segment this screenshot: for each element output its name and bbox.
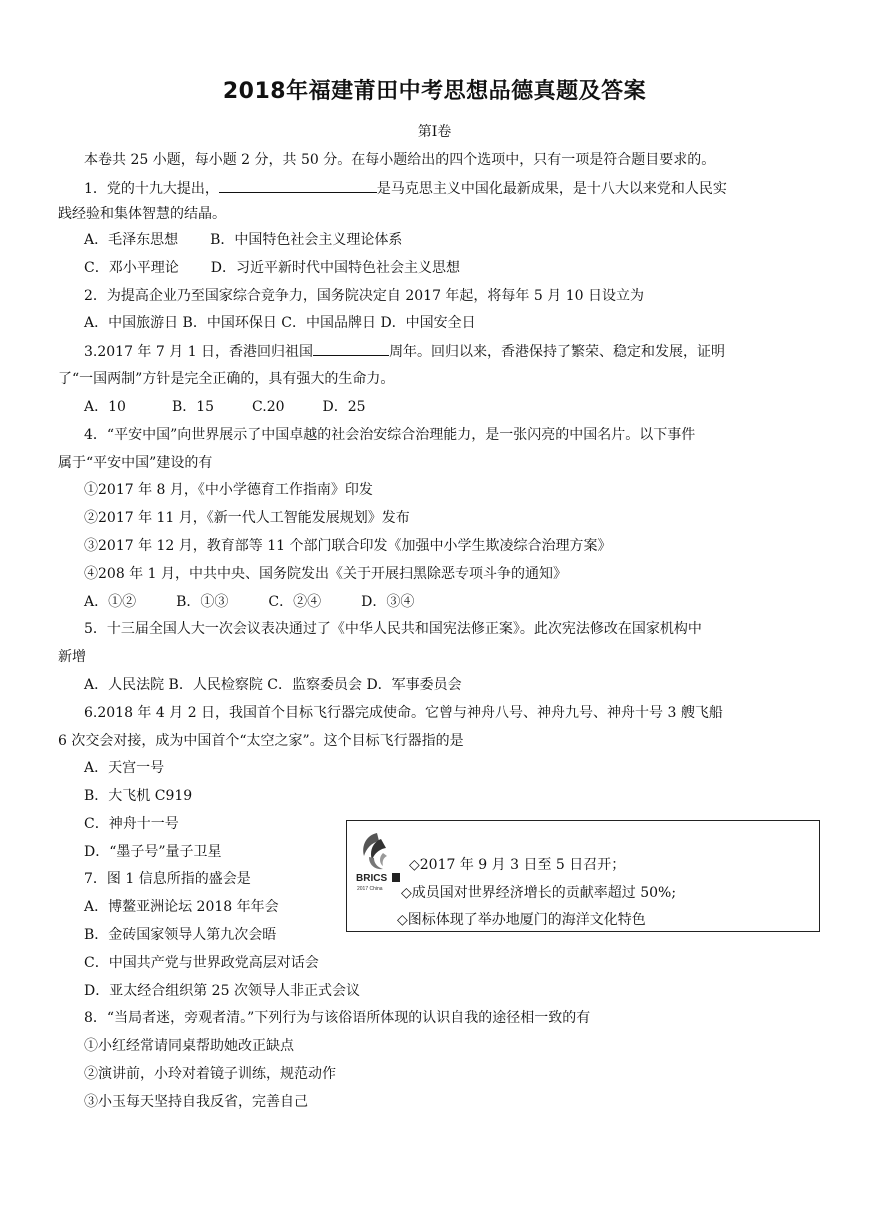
question-4-item-1: ①2017 年 8 月，《中小学德育工作指南》印发 [84,482,373,498]
option-a: A．10 [84,399,126,415]
question-7-option-d: D．亚太经合组织第 25 次领导人非正式会议 [84,983,360,999]
question-7-option-c: C．中国共产党与世界政党高层对话会 [84,955,319,971]
question-4-stem: 4．“平安中国”向世界展示了中国卓越的社会治安综合治理能力，是一张闪亮的中国名片。以下事件 [84,427,696,443]
answer-blank [313,341,389,356]
option-d: D．25 [322,399,366,415]
question-8-item-3: ③小玉每天坚持自我反省，完善自己 [84,1094,308,1110]
question-1-options-row1 [84,230,402,250]
figure-1-line-1: ◇2017 年 9 月 3 日至 5 日召开； [409,857,626,873]
question-3-stem [84,341,725,362]
instructions: 本卷共 25 小题，每小题 2 分，共 50 分。在每小题给出的四个选项中，只有一项是符合题目要求的。 [84,152,716,168]
option-c: C．邓小平理论 [84,260,179,276]
question-3-stem-start: 3.2017 年 7 月 1 日，香港回归祖国 [84,344,314,360]
option-b: B．中国特色社会主义理论体系 [210,232,403,248]
question-4-stem-cont: 属于“平安中国”建设的有 [58,455,213,471]
option-d: D．习近平新时代中国特色社会主义思想 [210,260,460,276]
brics-logo-subtext: 2017 China [357,886,383,892]
question-1-stem-start: 1．党的十九大提出， [84,181,219,197]
question-2-options: A．中国旅游日 B．中国环保日 C．中国品牌日 D．中国安全日 [84,315,476,331]
option-a: A．毛泽东思想 [84,232,179,248]
question-1-stem-cont: 践经验和集体智慧的结晶。 [58,206,226,222]
question-1-options-row2 [84,258,460,278]
question-4-options [84,592,414,612]
question-7-stem: 7．图 1 信息所指的盛会是 [84,871,251,887]
question-5-stem-cont: 新增 [58,649,86,665]
question-6-option-a: A．天宫一号 [84,760,165,776]
question-3-options [84,397,366,417]
option-c: C.20 [252,399,285,415]
question-4-item-2: ②2017 年 11 月，《新一代人工智能发展规划》发布 [84,510,410,526]
answer-blank [219,178,377,193]
question-1-stem [84,178,727,199]
question-6-stem-cont: 6 次交会对接，成为中国首个“太空之家”。这个目标飞行器指的是 [58,733,464,749]
option-a: A．①② [84,594,137,610]
option-b: B．①③ [176,594,229,610]
question-3-stem-cont: 了“一国两制”方针是完全正确的，具有强大的生命力。 [58,371,395,387]
question-7-option-b: B．金砖国家领导人第九次会晤 [84,927,277,943]
question-5-options: A．人民法院 B．人民检察院 C．监察委员会 D．军事委员会 [84,677,462,693]
figure-1-line-3: ◇图标体现了举办地厦门的海洋文化特色 [397,912,646,928]
option-b: B．15 [171,399,215,415]
question-6-option-d: D．“墨子号”量子卫星 [84,844,222,860]
brics-logo-text: BRICS [356,873,388,884]
question-8-item-2: ②演讲前，小玲对着镜子训练，规范动作 [84,1066,336,1082]
option-c: C．②④ [268,594,322,610]
brics-logo-icon [355,829,401,895]
question-7-option-a: A．博鳌亚洲论坛 2018 年年会 [84,899,279,915]
question-4-item-4: ④208 年 1 月，中共中央、国务院发出《关于开展扫黑除恶专项斗争的通知》 [84,566,567,582]
page-title: 2018年福建莆田中考思想品德真题及答案 [222,79,647,104]
question-2-stem: 2．为提高企业乃至国家综合竞争力，国务院决定自 2017 年起，将每年 5 月 10 日设立为 [84,288,644,304]
question-6-stem: 6.2018 年 4 月 2 日，我国首个目标飞行器完成使命。它曾与神舟八号、神舟九号、神舟十号 3 艘飞船 [84,705,723,721]
question-5-stem: 5．十三届全国人大一次会议表决通过了《中华人民共和国宪法修正案》。此次宪法修改在国家机构中 [84,621,702,637]
question-6-option-b: B．大飞机 C919 [84,788,193,804]
brics-logo [355,829,401,895]
question-1-stem-end: 是马克思主义中国化最新成果，是十八大以来党和人民实 [376,181,727,197]
section-heading: 第Ⅰ卷 [417,124,452,140]
question-4-item-3: ③2017 年 12 月，教育部等 11 个部门联合印发《加强中小学生欺凌综合治理方案》 [84,538,612,554]
figure-1-info-box [346,820,820,932]
option-d: D．③④ [361,594,415,610]
question-8-stem: 8．“当局者迷，旁观者清。”下列行为与该俗语所体现的认识自我的途径相一致的有 [84,1010,591,1026]
question-8-item-1: ①小红经常请同桌帮助她改正缺点 [84,1038,294,1054]
figure-1-line-2: ◇成员国对世界经济增长的贡献率超过 50%; [401,885,677,901]
question-3-stem-end: 周年。回归以来，香港保持了繁荣、稳定和发展，证明 [389,344,726,360]
question-6-option-c: C．神舟十一号 [84,816,179,832]
